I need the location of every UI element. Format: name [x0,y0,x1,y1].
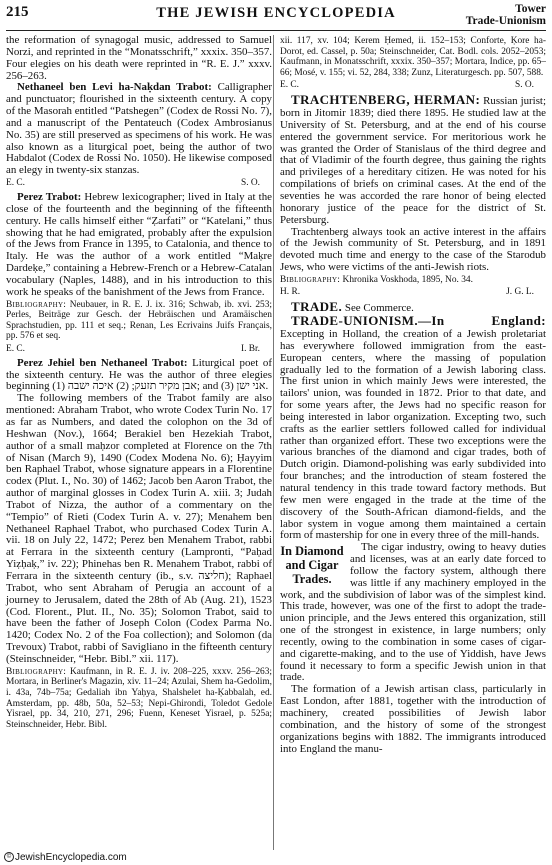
entry-body: Calligrapher and punctuator; flourished in the sixteenth century. A copy of the Masorah entitled “Patshegen” (Codex de Rossi No. 7), and a manuscript of the Pentateuch (Codex Ambrosianus No. 35) are still preserved as specimens of his work. He was also known as a liturgical poet, being the author of two Habdalot (Codex de Rossi No. 1050). He likewise composed an elegy in twenty-six stanzas. [6,81,272,177]
entry-body: Hebrew lexicographer; lived in Italy at the close of the fourteenth and the beginning of the fifteenth century. He calls himself either “Ẓarfati” or “Katelani,” thus showing that he had emigrated, probably after the expulsion of the Jews from France in 1395, to Catalonia, and thence to Italy. He was the author of a work entitled “Maḳre Dardeḳe,” containing a Hebrew-French or a Hebrew-Catalan vocabulary (Naples, 1488), and in his introduction to this work he speaks of the banishment of the Jews from France. [6,190,272,298]
sig-right: S. O. [514,80,534,91]
sig-right: J. G. L. [506,287,534,298]
sig-left: E. C. [6,343,26,354]
watermark-text: JewishEncyclopedia.com [15,852,127,863]
running-title: THE JEWISH ENCYCLOPEDIA [156,5,396,21]
entry-body: Russian jurist; born in Jitomir 1839; died there 1895. He studied law at the University of St. Petersburg, and at the end of his course entered the government service. For meritorious work he was granted the Order of Stanislaus of the third degree and that of Vladimir of the fourth degree, thus gaining the rights and privileges of a hereditary citizen. He was noted for his compilations of briefs on criminal cases. At the end of the seventies he was accorded the rare honor of being elected honorary justice of the peace for the district of St. Petersburg. [280,95,546,226]
bibliography-text: Neubauer, in R. E. J. ix. 316; Schwab, ib. xvi. 253; Perles, Beiträge zur Gesch. der Hebräischen und Aramäischen Sprachstudien, pp. 111 et seq.; Renan, Les Ecrivains Juifs Français, pp. 576 et seq. [6,299,273,342]
page-header [6,4,546,31]
continued-paragraph: the reformation of synagogal music, addressed to Samuel Norzi, and reprinted in the “Monatsschrift,” xxxix. 350–357. Four elegies on his death were reprinted in “R. E. J.” xxxv. 256–263. [6,34,272,82]
entry-perez-jehiel [6,358,272,394]
bibliography [6,300,272,342]
entry-trade-unionism [280,315,546,542]
sig-left: E. C. [280,80,300,91]
bibliography-label: Bibliography: [280,274,341,285]
entry-paragraph: The formation of a Jewish artisan class, particularly in East London, after 1881, together with the introduction of machinery, created possibilities of Jewish labor combination, and the history of some of the strongest organizations begins with 1882. The immigrants introduced into England the manu- [280,683,546,755]
trabot-members [6,393,272,665]
site-watermark [4,852,127,863]
signature-line [6,177,272,192]
sig-right: I. Br. [240,343,260,354]
entry-body: Liturgical poet of the sixteenth century. He was the author of three elegies beginning (1) אבן מקיר תזעק; (2) איכה ישבה; and (3) אני ישן. [6,356,272,393]
side-heading: In Diamond and Cigar Trades. [280,544,344,587]
entry-nethaneel [6,82,272,177]
right-column [280,35,546,755]
entry-body: Excepting in Holland, the creation of a Jewish proletariat has everywhere followed immigration from the east-European centers, where the massing of population gradually led to the formation of a Jewish laboring class. The first union in which mainly Jews were interested, the tailors' union, was founded in 1872. Prior to that date, and for some years after, the Jews had no specific reason for being interested in labor organization. Excepting two, such crafts as the earlier settlers followed called for individual rather than organized effort. These two exceptions were the various branches of the diamond and cigar trades, both of Dutch origin. Diamond-polishing was early subdivided into four branches; and the introduction of steam fostered the natural tendency in this trade toward factory methods. But few men were engaged in the trade at the time of the discovery of the South-African diamond-fields, and the labor system in vogue among them maintained a certain form of mastership for one in every three of the mill-hands. [280,328,546,542]
running-head-last: Trade-Unionism [465,15,546,27]
bibliography-continued: xii. 117, xv. 104; Kerem Ḥemed, ii. 152–153; Conforte, Ḳore ha-Dorot, ed. Cassel, p. 50a; Steinschneider, Cat. Bodl. cols. 2052–2053; Kaufmann, in Monatsschrift, xxxix. 350–357; Mortara, Indice, pp. 65–66; Mosé, v. 155; vi. 52, 284, 338; Zunz, Literaturgesch. pp. 507, 588. [280,36,546,78]
sig-right: S. O. [240,178,260,189]
members-list: Abraham Trabot, who wrote Codex Turin No. 17 as far as Numbers, and dated the colophon on the 3d of Heshwan (Nov.), 1664; Berakiel ben Hezekiah Trabot, author of a small maḥzor completed at Florence on the 7th of Nisan (March 9), 1490 (Codex Modena No. 6); Ḥayyim ben Raphael Trabot, whose signature appears in a Florentine codex (Plut. I., No. 30) of 1462; Jacob ben Aaron Trabot, the author of marginal glosses in Codex Turin A. xiii. 3; Judah Trabot of Nizza, the author of a commentary on the “Tempio” of Rieti (Codex Turin A. v. 27); Menahem ben Nethaneel Raphael Trabot, who purchased Codex Turin A. vii. 18 on July 22, 1472; Perez ben Menahem Trabot, rabbi at Ferrara in the sixteenth century (Lampronti, “Paḥad Yiẓḥaḳ,” iv. 22); Phinehas ben R. Menahem Trabot, rabbi of Ferrara in the sixteenth century (ib., s.v. חליצה); Raphael Trabot, who sent Abraham of Perugia an account of a journey to Jerusalem, dated the 28th of Ab (Aug. 21), 1523 (Cod. Florent., Plut. II., No. 35); Solomon Trabot, said to have been the father of Joseph Colon (Codex Parma No. 1420; Codex No. 2 of the Foa collection); and Solomon (da Trevoux) Trabot, rabbi of Savigliano in the fifteenth century (Steinschneider, “Hebr. Bibl.” xii. 117). [6,404,272,665]
entry-paragraph: Trachtenberg always took an active interest in the affairs of the Jewish community of St. Petersburg, and in 1891 devoted much time and energy to the case of the Starodub Jews, who were victims of the anti-Jewish riots. [280,225,546,274]
entry-heading: TRADE. [291,299,343,315]
entry-perez [6,192,272,299]
bibliography-label: Bibliography: [6,666,67,677]
left-column [6,35,272,731]
bibliography [280,275,546,286]
entry-trachtenberg [280,94,546,226]
entry-heading: TRADE-UNIONISM.—In England: [291,313,546,329]
column-divider [273,35,274,850]
entry-heading: Perez Trabot: [17,190,82,203]
copyright-icon: © [4,852,14,862]
running-head-right [466,3,546,27]
entry-heading: Perez Jehiel ben Nethaneel Trabot: [17,356,188,369]
cross-reference[interactable]: See Commerce. [344,302,414,315]
entry-heading: TRACHTENBERG, HERMAN: [291,92,481,108]
bibliography-text: Khronika Voskhoda, 1895, No. 34. [342,274,473,285]
page-number: 215 [6,4,29,20]
sig-left: H. R. [280,287,301,298]
entry-heading: Nethaneel ben Levi ha-Naḳdan Trabot: [17,81,212,94]
signature-line [6,343,272,358]
running-head-first: Tower [515,3,546,15]
bibliography-text: Kaufmann, in R. E. J. iv. 208–225, xxxv. 256–263; Mortara, in Berliner's Magazin, xiv. 11–24; Azulai, Shem ha-Gedolim, i. 43a, 74b–75a; Gedaliah ibn Yaḥya, Shalshelet ha-Ḳabbalah, ed. Amsterdam, pp. 48b, 50a, 52–53; Nepi-Ghirondi, Toledot Gedole Yisrael, pp. 34, 210, 271, 296; Fuenn, Keneset Yisrael, p. 525a; Steinschneider, Hebr. Bibl. [6,666,272,730]
sig-left: E. C. [6,178,26,189]
entry-paragraph: The cigar industry, owing to heavy duties and licenses, was at an early date forced to follow the factory system, although there was little if any machinery employed in the work, and the subdivision of labor was of the simplest kind. This trade, however, was one of the first to adopt the trade-union principle, and the Jews entered this organization, still one of the strongest in existence, in large numbers; only recently, owing to the combination in some cases of cigar- and cigarette-making, and to the use of Yiddish, have Jews found it necessary to form a specific Jewish union in that trade. [280,541,546,684]
bibliography-label: Bibliography: [6,299,67,310]
members-intro: The following members of the Trabot family are also mentioned: [6,392,272,417]
bibliography [6,667,272,731]
